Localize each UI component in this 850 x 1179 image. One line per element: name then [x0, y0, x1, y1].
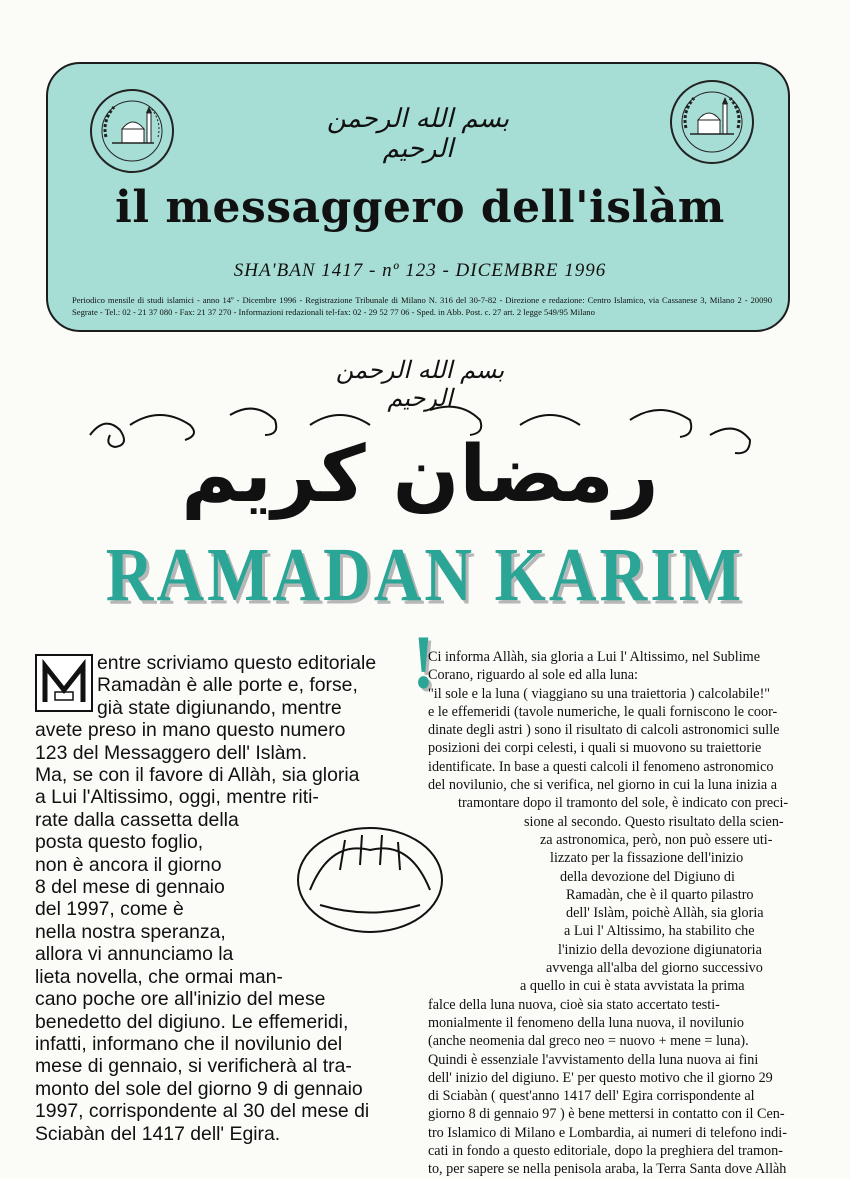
- article-line: sione al secondo. Questo risultato della scien-: [524, 813, 784, 830]
- article-line: (anche neomenia dal greco neo = nuovo + mene = luna).: [428, 1033, 749, 1050]
- article-line: avete preso in mano questo numero: [35, 719, 346, 742]
- article-line: monialmente il fenomeno della luna nuova, il novilunio: [428, 1014, 744, 1031]
- article-line: Quindi è essenziale l'avvistamento della luna nuova ai fini: [428, 1051, 759, 1068]
- article-line: nella nostra speranza,: [35, 920, 226, 943]
- arabic-ramadan-title: رمضان كريم: [181, 430, 659, 520]
- article-line: Corano, riguardo al sole ed alla luna:: [428, 667, 638, 684]
- article-right-column: [428, 648, 813, 1179]
- article-line: lizzato per la fissazione dell'inizio: [550, 850, 744, 867]
- article-line: to, per sapere se nella penisola araba, la Terra Santa dove Allàh: [428, 1161, 787, 1178]
- masthead-basmala: بسم الله الرحمن الرحيم: [326, 104, 510, 164]
- article-line: infatti, informano che il novilunio del: [35, 1032, 343, 1055]
- article-line: avvenga all'alba del giorno successivo: [546, 960, 763, 977]
- article-line: Sciabàn del 1417 dell' Egira.: [35, 1122, 281, 1145]
- article-line: a Lui l'Altissimo, oggi, mentre riti-: [35, 786, 319, 809]
- calligraphy-ornament: [290, 810, 450, 950]
- article-line: 8 del mese di gennaio: [35, 876, 225, 899]
- article-line: dinate degli astri ) sono il risultato di calcoli astronomici sulle: [428, 722, 780, 739]
- publication-title: il messaggero dell'islàm: [115, 182, 725, 233]
- article-line: cati in fondo a questo editoriale, dopo la preghiera del tramon-: [428, 1143, 783, 1160]
- masthead: [46, 62, 790, 332]
- ramadan-karim-title: RAMADAN KARIM !: [105, 533, 745, 705]
- article-line: dell' Islàm, poichè Allàh, sia gloria: [566, 905, 764, 922]
- imprint-text: Periodico mensile di studi islamici - anno 14º - Dicembre 1996 - Registrazione Tribunale di Milano N. 316 del 30-7-82 - Direzione e redazione: Centro Islamico, via Cassanese 3, Milano 2 - 20090 Segrate - Tel.: 02 - 21 37 080 - Fax: 21 37 270 - Informazioni redazionali tel-fax: 02 - 29 52 77 06 - Sped. in Abb. Post. c. 27 art. 2 legge 549/95 Milano: [72, 295, 772, 317]
- article-line: di Sciabàn ( quest'anno 1417 dell' Egira corrispondente al: [428, 1088, 755, 1105]
- article-line: monto del sole del giorno 9 di gennaio: [35, 1077, 363, 1100]
- article-line: benedetto del digiuno. Le effemeridi,: [35, 1010, 349, 1033]
- article-line: non è ancora il giorno: [35, 853, 222, 876]
- article-line: già state digiunando, mentre: [97, 696, 342, 719]
- ramadan-basmala: بسم الله الرحمن الرحيم: [335, 356, 505, 412]
- mosque-seal-icon: [90, 89, 174, 173]
- mosque-seal-icon: [670, 80, 754, 164]
- article-line: posta questo foglio,: [35, 831, 204, 854]
- issue-line: SHA'BAN 1417 - nº 123 - DICEMBRE 1996: [233, 260, 607, 281]
- article-line: identificate. In base a questi calcoli il fenomeno astronomico: [428, 758, 774, 775]
- article-line: e le effemeridi (tavole numeriche, le quali forniscono le coor-: [428, 703, 778, 720]
- article-line: a Lui l' Altissimo, ha stabilito che: [564, 923, 755, 940]
- article-line: dell' inizio del digiuno. E' per questo motivo che il giorno 29: [428, 1069, 773, 1086]
- article-line: Ramadàn, che è il quarto pilastro: [566, 886, 754, 903]
- article-line: 1997, corrispondente al 30 del mese di: [35, 1100, 370, 1123]
- article-line: 123 del Messaggero dell' Islàm.: [35, 741, 308, 764]
- article-line: rate dalla cassetta della: [35, 808, 239, 831]
- article-line: posizioni dei corpi celesti, i quali si muovono su traiettorie: [428, 740, 762, 757]
- article-line: za astronomica, però, non può essere uti-: [540, 831, 773, 848]
- article-line: del novilunio, che si verifica, nel giorno in cui la luna inizia a: [428, 777, 778, 794]
- article-line: falce della luna nuova, cioè sia stato accertato testi-: [428, 996, 720, 1013]
- article-line: Ramadàn è alle porte e, forse,: [97, 674, 358, 697]
- article-line: cano poche ore all'inizio del mese: [35, 988, 326, 1011]
- article-line: Ma, se con il favore di Allàh, sia gloria: [35, 764, 360, 787]
- article-line: Ci informa Allàh, sia gloria a Lui l' Altissimo, nel Sublime: [428, 649, 760, 665]
- article-line: tramontare dopo il tramonto del sole, è indicato con preci-: [458, 795, 789, 812]
- article-line: lieta novella, che ormai man-: [35, 965, 283, 988]
- article-line: giorno 8 di gennaio 97 ) è bene mettersi in contatto con il Cen-: [428, 1106, 785, 1123]
- article-line: allora vi annunciamo la: [35, 943, 234, 966]
- article-line: "il sole e la luna ( viaggiano su una traiettoria ) calcolabile!": [428, 685, 771, 702]
- article-line: mese di gennaio, si verificherà al tra-: [35, 1055, 352, 1078]
- article-line: entre scriviamo questo editoriale: [97, 652, 377, 674]
- article-line: tro Islamico di Milano e Lombardia, ai numeri di telefono indi-: [428, 1124, 787, 1141]
- article-line: del 1997, come è: [35, 898, 184, 921]
- article-line: l'inizio della devozione digiunatoria: [558, 941, 762, 958]
- article-line: della devozione del Digiuno di: [560, 868, 735, 885]
- article-line: a quello in cui è stata avvistata la prima: [520, 978, 745, 995]
